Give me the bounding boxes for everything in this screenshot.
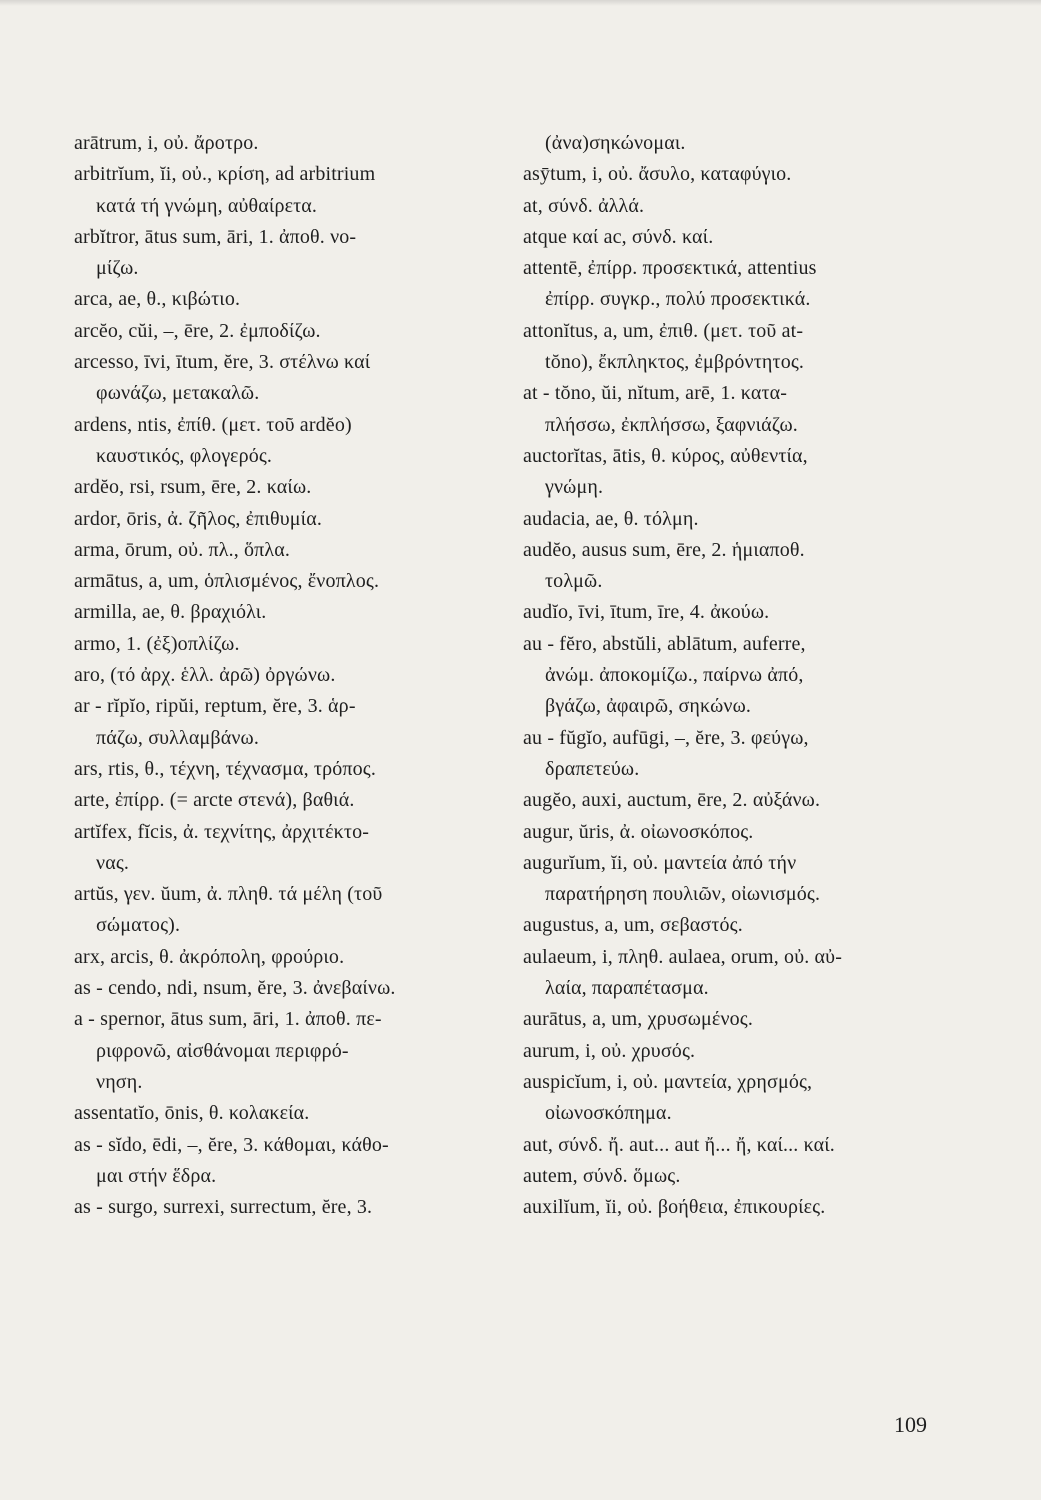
- dictionary-line: arcĕo, cŭi, –, ēre, 2. ἐμποδίζω.: [74, 319, 321, 342]
- dictionary-line: aro, (τό ἀρχ. ἑλλ. ἀρῶ) ὀργώνω.: [74, 664, 336, 687]
- dictionary-line: attonĭtus, a, um, ἐπιθ. (μετ. τοῦ at-: [523, 319, 804, 342]
- dictionary-line: audĭo, īvi, ītum, īre, 4. ἀκούω.: [523, 601, 770, 624]
- dictionary-line: augur, ŭris, ἀ. οἰωνοσκόπος.: [523, 820, 754, 843]
- page-number: 109: [894, 1412, 927, 1437]
- dictionary-line: ars, rtis, θ., τέχνη, τέχνασμα, τρόπος.: [74, 757, 376, 780]
- dictionary-line: ardor, ōris, ἀ. ζῆλος, ἐπιθυμία.: [74, 507, 322, 530]
- dictionary-line: aut, σύνδ. ἤ. aut... aut ἤ... ἤ, καί... καί.: [523, 1133, 835, 1156]
- dictionary-line: arbitrĭum, ĭi, οὐ., κρίση, ad arbitrium: [74, 163, 376, 186]
- dictionary-line: tŏno), ἔκπληκτος, ἐμβρόντητος.: [545, 351, 805, 374]
- dictionary-line: τολμῶ.: [545, 570, 603, 593]
- dictionary-line: atque καί ac, σύνδ. καί.: [523, 225, 714, 248]
- left-column: [74, 128, 506, 1223]
- dictionary-line: audĕo, ausus sum, ēre, 2. ἡμιαποθ.: [523, 538, 805, 561]
- dictionary-line: ἐπίρρ. συγκρ., πολύ προσεκτικά.: [545, 288, 811, 311]
- dictionary-line: augustus, a, um, σεβαστός.: [523, 914, 743, 937]
- dictionary-line: audacia, ae, θ. τόλμη.: [523, 507, 699, 530]
- dictionary-line: armātus, a, um, ὁπλισμένος, ἔνοπλος.: [74, 570, 380, 593]
- dictionary-line: armo, 1. (ἐξ)οπλίζω.: [74, 632, 240, 655]
- dictionary-line: ριφρονῶ, αἰσθάνομαι περιφρό-: [96, 1039, 349, 1062]
- dictionary-line: au - fŭgĭo, aufūgi, –, ĕre, 3. φεύγω,: [523, 726, 809, 749]
- dictionary-line: λαία, παραπέτασμα.: [545, 977, 709, 1000]
- dictionary-line: as - surgo, surrexi, surrectum, ĕre, 3.: [74, 1196, 373, 1219]
- page-top-edge: [0, 0, 1041, 6]
- dictionary-line: as - cendo, ndi, nsum, ĕre, 3. ἀνεβαίνω.: [74, 977, 396, 1000]
- dictionary-line: arātrum, i, οὐ. ἄροτρο.: [74, 132, 259, 154]
- dictionary-line: γνώμη.: [545, 476, 604, 499]
- dictionary-line: πλήσσω, ἐκπλήσσω, ξαφνιάζω.: [545, 413, 798, 436]
- dictionary-line: σώματος).: [96, 914, 181, 937]
- dictionary-line: ἀνώμ. ἀποκομίζω., παίρνω ἀπό,: [545, 664, 804, 687]
- dictionary-line: οἰωνοσκόπημα.: [545, 1102, 672, 1125]
- dictionary-line: (ἀνα)σηκώνομαι.: [545, 132, 686, 154]
- dictionary-line: arte, ἐπίρρ. (= arcte στενά), βαθιά.: [74, 789, 355, 812]
- dictionary-line: arcesso, īvi, ītum, ĕre, 3. στέλνω καί: [74, 351, 371, 374]
- dictionary-line: νας.: [96, 851, 130, 874]
- right-column: [523, 128, 965, 1223]
- dictionary-line: a - spernor, ātus sum, āri, 1. ἀποθ. πε-: [74, 1008, 382, 1031]
- dictionary-line: βγάζω, ἀφαιρῶ, σηκώνω.: [545, 695, 752, 718]
- dictionary-line: auspicĭum, i, οὐ. μαντεία, χρησμός,: [523, 1070, 813, 1093]
- dictionary-line: arma, ōrum, οὐ. πλ., ὅπλα.: [74, 538, 291, 561]
- dictionary-line: armilla, ae, θ. βραχιόλι.: [74, 601, 267, 624]
- dictionary-line: arbĭtror, ātus sum, āri, 1. ἀποθ. νο-: [74, 225, 357, 248]
- dictionary-line: attentē, ἐπίρρ. προσεκτικά, attentius: [523, 257, 817, 280]
- dictionary-line: au - fĕro, abstŭli, ablātum, auferre,: [523, 632, 806, 655]
- dictionary-line: autem, σύνδ. ὅμως.: [523, 1164, 681, 1187]
- dictionary-line: arca, ae, θ., κιβώτιο.: [74, 288, 241, 311]
- dictionary-line: auxilĭum, ĭi, οὐ. βοήθεια, ἐπικουρίες.: [523, 1196, 826, 1219]
- dictionary-line: aulaeum, i, πληθ. aulaea, orum, οὐ. αὐ-: [523, 945, 843, 968]
- dictionary-line: auctorĭtas, ātis, θ. κύρος, αὐθεντία,: [523, 444, 808, 467]
- dictionary-line: φωνάζω, μετακαλῶ.: [96, 382, 260, 405]
- dictionary-line: κατά τή γνώμη, αὐθαίρετα.: [96, 194, 318, 217]
- dictionary-line: μαι στήν ἕδρα.: [96, 1164, 217, 1187]
- dictionary-line: aurum, i, οὐ. χρυσός.: [523, 1039, 696, 1062]
- dictionary-line: aurātus, a, um, χρυσωμένος.: [523, 1008, 754, 1031]
- dictionary-line: νηση.: [96, 1070, 143, 1093]
- dictionary-line: as - sĭdo, ēdi, –, ĕre, 3. κάθομαι, κάθο-: [74, 1133, 389, 1156]
- dictionary-line: at - tŏno, ŭi, nĭtum, arē, 1. κατα-: [523, 382, 788, 405]
- dictionary-line: καυστικός, φλογερός.: [96, 444, 273, 467]
- dictionary-line: παρατήρηση πουλιῶν, οἰωνισμός.: [545, 883, 821, 906]
- dictionary-line: δραπετεύω.: [545, 757, 640, 780]
- dictionary-line: artĭfex, fĭcis, ἀ. τεχνίτης, ἀρχιτέκτο-: [74, 820, 370, 843]
- dictionary-line: μίζω.: [96, 257, 139, 280]
- dictionary-line: ar - rĭpĭo, ripŭi, reptum, ĕre, 3. ἁρ-: [74, 695, 356, 718]
- dictionary-line: augurĭum, ĭi, οὐ. μαντεία ἀπό τήν: [523, 851, 797, 874]
- dictionary-line: arx, arcis, θ. ἀκρόπολη, φρούριο.: [74, 945, 345, 968]
- dictionary-line: at, σύνδ. ἀλλά.: [523, 194, 645, 217]
- dictionary-line: asȳtum, i, οὐ. ἄσυλο, καταφύγιο.: [523, 163, 792, 186]
- dictionary-line: ardens, ntis, ἐπίθ. (μετ. τοῦ ardĕo): [74, 413, 352, 436]
- dictionary-line: ardĕo, rsi, rsum, ēre, 2. καίω.: [74, 476, 312, 499]
- dictionary-line: assentatĭo, ōnis, θ. κολακεία.: [74, 1102, 310, 1125]
- dictionary-line: artŭs, γεν. ŭum, ἀ. πληθ. τά μέλη (τοῦ: [74, 883, 383, 906]
- dictionary-line: πάζω, συλλαμβάνω.: [96, 726, 259, 749]
- dictionary-line: augĕo, auxi, auctum, ēre, 2. αὐξάνω.: [523, 789, 821, 812]
